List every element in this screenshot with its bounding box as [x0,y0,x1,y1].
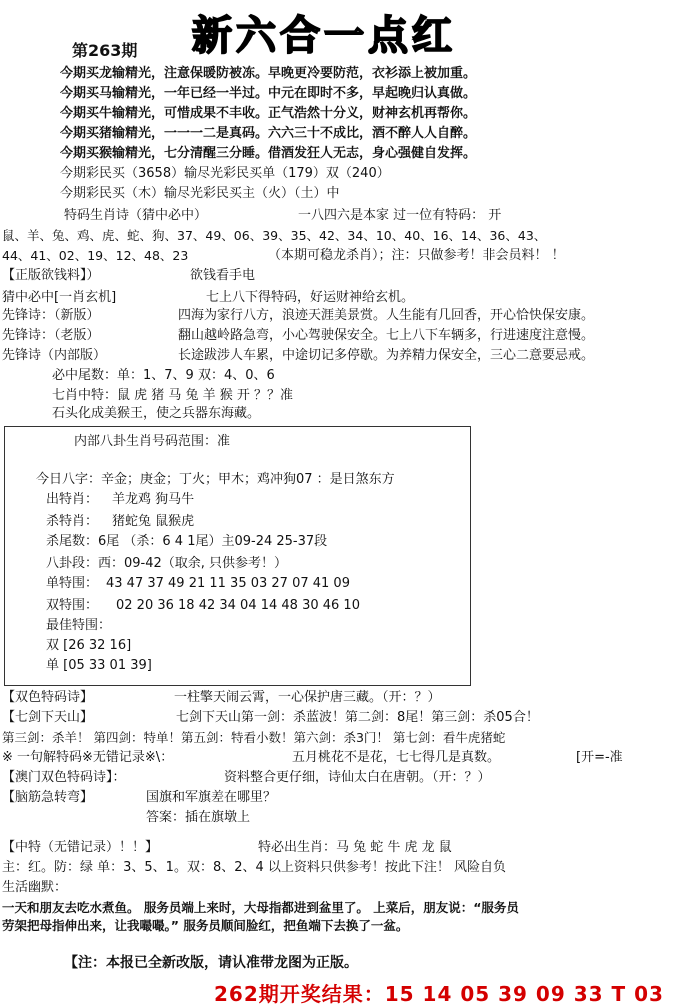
kill-tail-line: 杀尾数：6尾 （杀：6 4 1尾）主09-24 25-37段 [46,534,328,549]
issue-number: 第263期 [72,41,138,60]
number-loss-line: 今期彩民买（3658）输尽光彩民买单（179）双（240） [60,166,390,181]
best-odd-values: 单 [05 33 01 39] [46,658,152,673]
best-range-label: 最佳特围： [46,618,112,633]
tail-number-line: 必中尾数：单：1、7、9 双：4、0、6 [52,368,275,383]
zodiac-number-list-2: 44、41、02、19、12、48、23 [2,248,189,263]
poem-new-label: 先锋诗：（新版） [2,308,100,323]
page-title: 新六合一点红 [192,12,456,59]
poem-line-4: 今期买猪输精光，一一一二是真码。六六三十不成比，酒不醉人人自醉。 [60,126,477,141]
poem-old-text: 翻山越岭路急弯，小心驾驶保安全。七上八下车辆多，行进速度注意慢。 [178,328,595,343]
poem-line-5: 今期买猴输精光，七分清醒三分睡。借酒发狂人无志，身心强健自发挥。 [60,146,477,161]
element-loss-line: 今期彩民买（木）输尽光彩民买主（火）（土）中 [60,186,340,201]
one-line-label: ※ 一句解特码※无错记录※\： [2,750,174,765]
odd-range-label: 单特围： [46,576,99,591]
poem-internal-text: 长途跋涉人车累，中途切记多停歇。为养精力保安全，三心二意要忌戒。 [178,348,595,363]
bazi-line: 今日八字：辛金；庚金；丁火；甲木；鸡冲狗07 ：是日煞东方 [36,472,395,487]
one-line-result: [开=-准 [576,750,623,765]
poem-line-3: 今期买牛输精光，可惜成果不丰收。正气浩然十分义，财神玄机再帮你。 [60,106,477,121]
seven-swords-text: 七剑下天山第一剑：杀蓝波！第二剑：8尾！第三剑：杀05合！ [176,710,539,725]
footer-note: 【注：本报已全新改版，请认准带龙图为正版。 [64,955,358,971]
section-mystery-text: 七上八下得特码，好运财神给玄机。 [206,290,415,305]
brain-teaser-answer: 答案：插在旗墩上 [146,810,251,825]
seven-zodiac-line: 七肖中特：鼠 虎 猪 马 兔 羊 猴 开 ？？准 [52,388,294,403]
macau-text: 资料整合更仔细，诗仙太白在唐朝。（开：？） [224,770,491,785]
out-zodiac-label: 出特肖： [46,492,99,507]
out-zodiac-value: 羊龙鸡 狗马牛 [112,492,195,507]
poem-internal-label: 先锋诗（内部版） [2,348,107,363]
zodiac-poem-label: 特码生肖诗（猜中必中） [64,208,208,223]
brain-teaser-label: 【脑筋急转弯】 [2,790,94,805]
seven-swords-label: 【七剑下天山】 [2,710,94,725]
one-line-text: 五月桃花不是花，七七得几是真数。 [292,750,501,765]
poem-old-label: 先锋诗：（老版） [2,328,100,343]
special-label: 【中特（无错记录）！！】 [2,840,159,855]
double-color-label: 【双色特码诗】 [2,690,94,705]
kill-zodiac-value: 猪蛇兔 鼠猴虎 [112,514,195,529]
brain-teaser-question: 国旗和军旗差在哪里？ [146,790,277,805]
zodiac-poem-text: 一八四六是本家 过一位有特码： 开 [298,208,502,223]
zodiac-number-list-1: 鼠、羊、兔、鸡、虎、蛇、狗、37、49、06、39、35、42、34、10、40、16、14、36、43、 [2,228,547,243]
seven-swords-cont: 第三剑：杀羊！ 第四剑：特单！第五剑：特看小数！第六剑：杀3门！ 第七剑：看牛虎猪蛇 [2,730,506,745]
humor-line-1: 一天和朋友去吃水煮鱼。 服务员端上来时，大母指都进到盆里了。 上菜后，朋友说：“服务员 [2,900,519,915]
section-genuine-text: 欲钱看手电 [190,268,256,283]
zodiac-note: （本期可稳龙杀肖）；注：只做参考！非会员料！ ！ [268,248,565,263]
double-color-text: 一柱擎天闹云霄，一心保护唐三藏。（开：？） [174,690,441,705]
draw-result: 262期开奖结果：15 14 05 39 09 33 T 03 [214,982,664,1006]
humor-label: 生活幽默： [2,880,68,895]
kill-zodiac-label: 杀特肖： [46,514,99,529]
poem-line-2: 今期买马输精光，一年已经一半过。中元在即时不多，早起晚归认真做。 [60,86,477,101]
odd-range-values: 43 47 37 49 21 11 35 03 27 07 41 09 [106,576,350,591]
section-mystery-label: 猜中必中[一肖玄机] [2,290,117,305]
color-odd-even-line: 主：红。防：绿 单：3、5、1。双：8、2、4 以上资料只供参考！按此下注！ 风险自负 [2,860,507,875]
bagua-segment-line: 八卦段：西：09-42（取余, 只供参考！） [46,556,288,571]
section-genuine-label: 【正版欲钱料】） [2,268,100,283]
poem-new-text: 四海为家行八方，浪迹天涯美景赏。人生能有几回香，开心恰快保安康。 [178,308,595,323]
special-zodiac: 特必出生肖：马 兔 蛇 牛 虎 龙 鼠 [258,840,452,855]
even-range-label: 双特围： [46,598,99,613]
macau-label: 【澳门双色特码诗】： [2,770,126,785]
humor-line-2: 劳架把母指伸出来，让我嘬嘬。” 服务员顺间脸红，把鱼端下去换了一盆。 [2,918,409,933]
best-even-values: 双 [26 32 16] [46,638,132,653]
even-range-values: 02 20 36 18 42 34 04 14 48 30 46 10 [116,598,360,613]
riddle-line: 石头化成美猴王，使之兵器东海藏。 [52,406,261,421]
bagua-box-title: 内部八卦生肖号码范围：准 [74,434,231,449]
poem-line-1: 今期买龙输精光，注意保暖防被冻。早晚更冷要防范，衣衫添上被加重。 [60,66,477,81]
